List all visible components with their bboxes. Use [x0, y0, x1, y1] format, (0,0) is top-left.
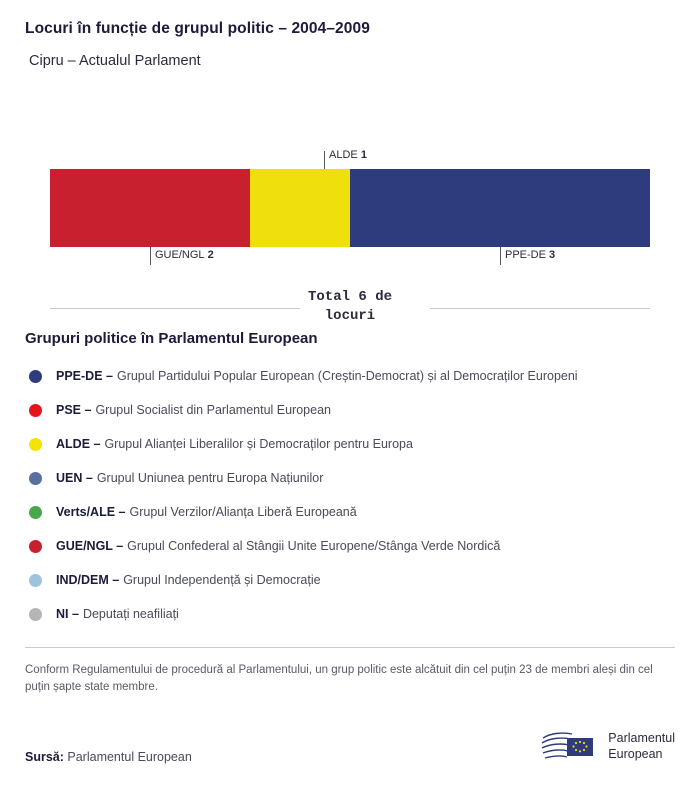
legend-color-dot-uen [29, 472, 42, 485]
legend-abbr: IND/DEM – [56, 573, 120, 587]
total-seats-text [25, 288, 675, 326]
source-text [25, 750, 192, 764]
legend-color-dot-alde [29, 438, 42, 451]
legend-abbr: Verts/ALE – [56, 505, 126, 519]
bar-segment-ppe-de [350, 169, 650, 247]
gue-ngl-label: GUE/NGL 2 [155, 249, 214, 261]
legend-color-dot-pse [29, 404, 42, 417]
footer-row [25, 730, 675, 764]
legend-abbr: PSE – [56, 403, 92, 417]
alde-tick [324, 151, 325, 169]
ppe-de-label: PPE-DE 3 [505, 249, 556, 261]
bar-segment-gue-ngl [50, 169, 250, 247]
total-seats [25, 288, 675, 328]
legend-color-dot-gue-ngl [29, 540, 42, 553]
legend-color-dot-ni [29, 608, 42, 621]
legend-desc: Deputați neafiliați [82, 607, 179, 621]
source-label: Sursă: [25, 750, 64, 764]
ep-logo-text [608, 731, 675, 762]
ep-logo-line2: European [608, 747, 663, 761]
list-item [25, 427, 675, 461]
legend-desc: Grupul Uniunea pentru Europa Națiunilor [96, 471, 324, 485]
legend-color-dot-verts-ale [29, 506, 42, 519]
legend-abbr: GUE/NGL – [56, 539, 124, 553]
list-item [25, 393, 675, 427]
total-seats-line1: Total 6 de [307, 289, 392, 305]
legend-abbr: NI – [56, 607, 79, 621]
legend-desc: Grupul Socialist din Parlamentul European [95, 403, 331, 417]
legend-desc: Grupul Verzilor/Alianța Liberă Europeană [129, 505, 357, 519]
list-item [25, 563, 675, 597]
european-parliament-logo [541, 730, 675, 764]
list-item [25, 495, 675, 529]
footnote: Conform Regulamentului de procedură al Parlamentului, un grup politic este alcătuit din cel puțin 23 de membri aleși din cel puțin șapte state membre. [25, 664, 653, 694]
seats-bar-chart [25, 129, 675, 264]
legend-desc: Grupul Independență și Democrație [123, 573, 321, 587]
legend-list [25, 359, 675, 631]
legend-title: Grupuri politice în Parlamentul European [25, 330, 318, 347]
page-title: Locuri în funcție de grupul politic – 2004–2009 [25, 20, 370, 37]
legend-abbr: PPE-DE – [56, 369, 113, 383]
alde-label: ALDE 1 [329, 149, 367, 161]
list-item [25, 461, 675, 495]
total-seats-line2: locuri [324, 308, 376, 324]
source-value: Parlamentul European [67, 750, 192, 764]
legend-color-dot-ppe-de [29, 370, 42, 383]
list-item [25, 359, 675, 393]
legend-abbr: UEN – [56, 471, 93, 485]
page-subtitle: Cipru – Actualul Parlament [29, 53, 201, 69]
ppe-de-tick [500, 247, 501, 265]
footer-divider [25, 647, 675, 648]
legend-color-dot-ind-dem [29, 574, 42, 587]
ep-logo-line1: Parlamentul [608, 731, 675, 746]
stacked-bar [50, 169, 650, 247]
gue-ngl-tick [150, 247, 151, 265]
ep-flag-icon [541, 730, 599, 764]
legend-desc: Grupul Alianței Liberalilor și Democraților pentru Europa [104, 437, 413, 451]
legend-abbr: ALDE – [56, 437, 101, 451]
list-item [25, 529, 675, 563]
bar-segment-alde [250, 169, 350, 247]
legend-desc: Grupul Partidului Popular European (Creștin-Democrat) și al Democraților Europeni [116, 369, 578, 383]
legend-desc: Grupul Confederal al Stângii Unite Europene/Stânga Verde Nordică [127, 539, 501, 553]
list-item [25, 597, 675, 631]
